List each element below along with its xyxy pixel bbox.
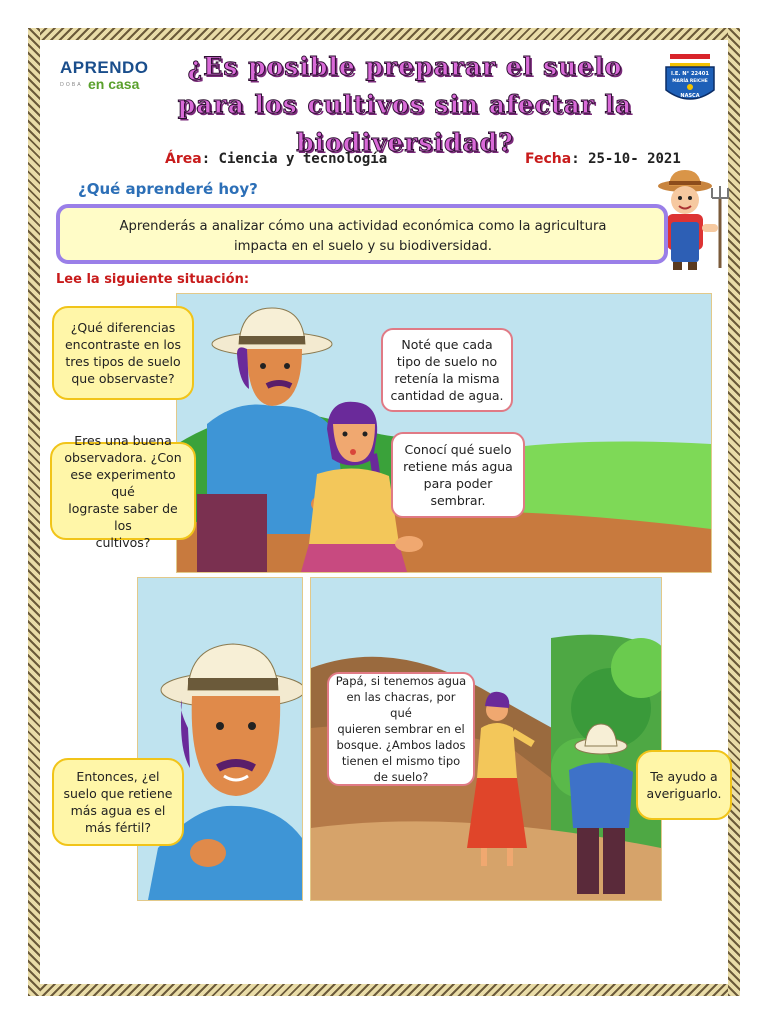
- speech-bubble-girl-answer-2: Conocí qué suelo retiene más agua para poder sembrar.: [391, 432, 525, 518]
- speech-bubble-father-question-1: ¿Qué diferencias encontraste en los tres tipos de suelo que observaste?: [52, 306, 194, 400]
- decorative-border-bottom: [28, 984, 740, 996]
- speech-bubble-girl-answer-1: Noté que cada tipo de suelo no retenía la misma cantidad de agua.: [381, 328, 513, 412]
- speech-bubble-father-question-3: Entonces, ¿el suelo que retiene más agua es el más fértil?: [52, 758, 184, 846]
- comic-panel-3: [310, 577, 662, 901]
- learning-question: ¿Qué aprenderé hoy?: [78, 180, 258, 198]
- page-title: ¿Es posible preparar el suelo para los cultivos sin afectar la biodiversidad?: [177, 52, 633, 157]
- situation-instruction: Lee la siguiente situación:: [56, 272, 250, 287]
- decorative-border-top: [28, 28, 740, 40]
- aprendo-en-casa-logo: APRENDO DOBA en casa: [60, 58, 149, 92]
- speech-bubble-girl-question: Papá, si tenemos agua en las chacras, por qué quieren sembrar en el bosque. ¿Ambos lados tienen el mismo tipo de suelo?: [327, 672, 475, 786]
- comic-panel-1: [176, 293, 712, 573]
- comic-scene-2-illustration: [138, 578, 302, 900]
- svg-text:MARÍA REICHE: MARÍA REICHE: [672, 79, 708, 84]
- learning-goal-box: Aprenderás a analizar cómo una actividad económica como la agricultura impacta en el suelo y su biodiversidad.: [56, 204, 668, 264]
- svg-text:I.E. N° 22401: I.E. N° 22401: [670, 71, 710, 77]
- speech-bubble-father-question-2: Eres una buena observadora. ¿Con ese experimento qué lograste saber de los cultivos?: [50, 442, 196, 540]
- speech-bubble-father-answer: Te ayudo a averiguarlo.: [636, 750, 732, 820]
- school-emblem-icon: [662, 54, 718, 106]
- area-field: Área: Ciencia y tecnología: [165, 151, 388, 167]
- comic-panel-2: [137, 577, 303, 901]
- svg-text:NASCA: NASCA: [680, 93, 700, 99]
- date-field: Fecha: 25-10- 2021: [525, 151, 681, 167]
- decorative-border-left: [28, 28, 40, 996]
